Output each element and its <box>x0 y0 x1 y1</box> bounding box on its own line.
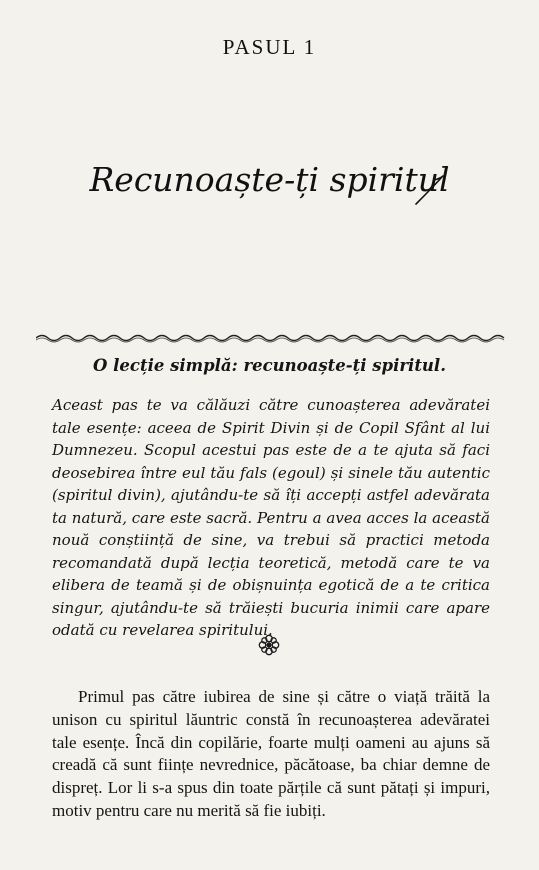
body-paragraph: Primul pas către iubirea de sine și către o viață trăită la unison cu spiritul lăuntric constă în recunoașterea adevăratei tale esențe. Încă din copilărie, foarte mulți oameni au ajuns să creadă că sunt ființe nevrednice, păcătoase, ba chiar demne de dispreț. Lor li s-a spus din toate părțile că sunt pătați și impuri, motiv pentru care nu merită să fie iubiți. <box>52 687 490 820</box>
chapter-title: Recunoaște-ți spiritul <box>89 160 450 199</box>
wavy-divider <box>36 331 506 345</box>
lesson-intro: Aceast pas te va călăuzi către cunoașterea adevăratei tale esențe: aceea de Spirit Divin și de Copil Sfânt al lui Dumnezeu. Scopul acestui pas este de a te ajuta să faci deosebirea între eul tău fals (egoul) și sinele tău autentic (spiritul divin), ajutându-te să îți accepți astfel adevărata ta natură, care este sacră. Pentru a avea acces la această nouă conștiință de sine, va trebui să practici metoda recomandată după lecția teoretică, metodă care te va elibera de teamă și de obișnuința egotică de a te critica singur, ajutându-te să trăiești bucuria inimii care apare odată cu revelarea spiritului. <box>52 396 490 639</box>
swirl-flourish-icon <box>412 174 446 208</box>
lesson-heading: O lecție simplă: recunoaște-ți spiritul. <box>93 356 446 375</box>
flower-ornament-icon <box>258 634 280 656</box>
chapter-label: PASUL 1 <box>222 35 317 59</box>
